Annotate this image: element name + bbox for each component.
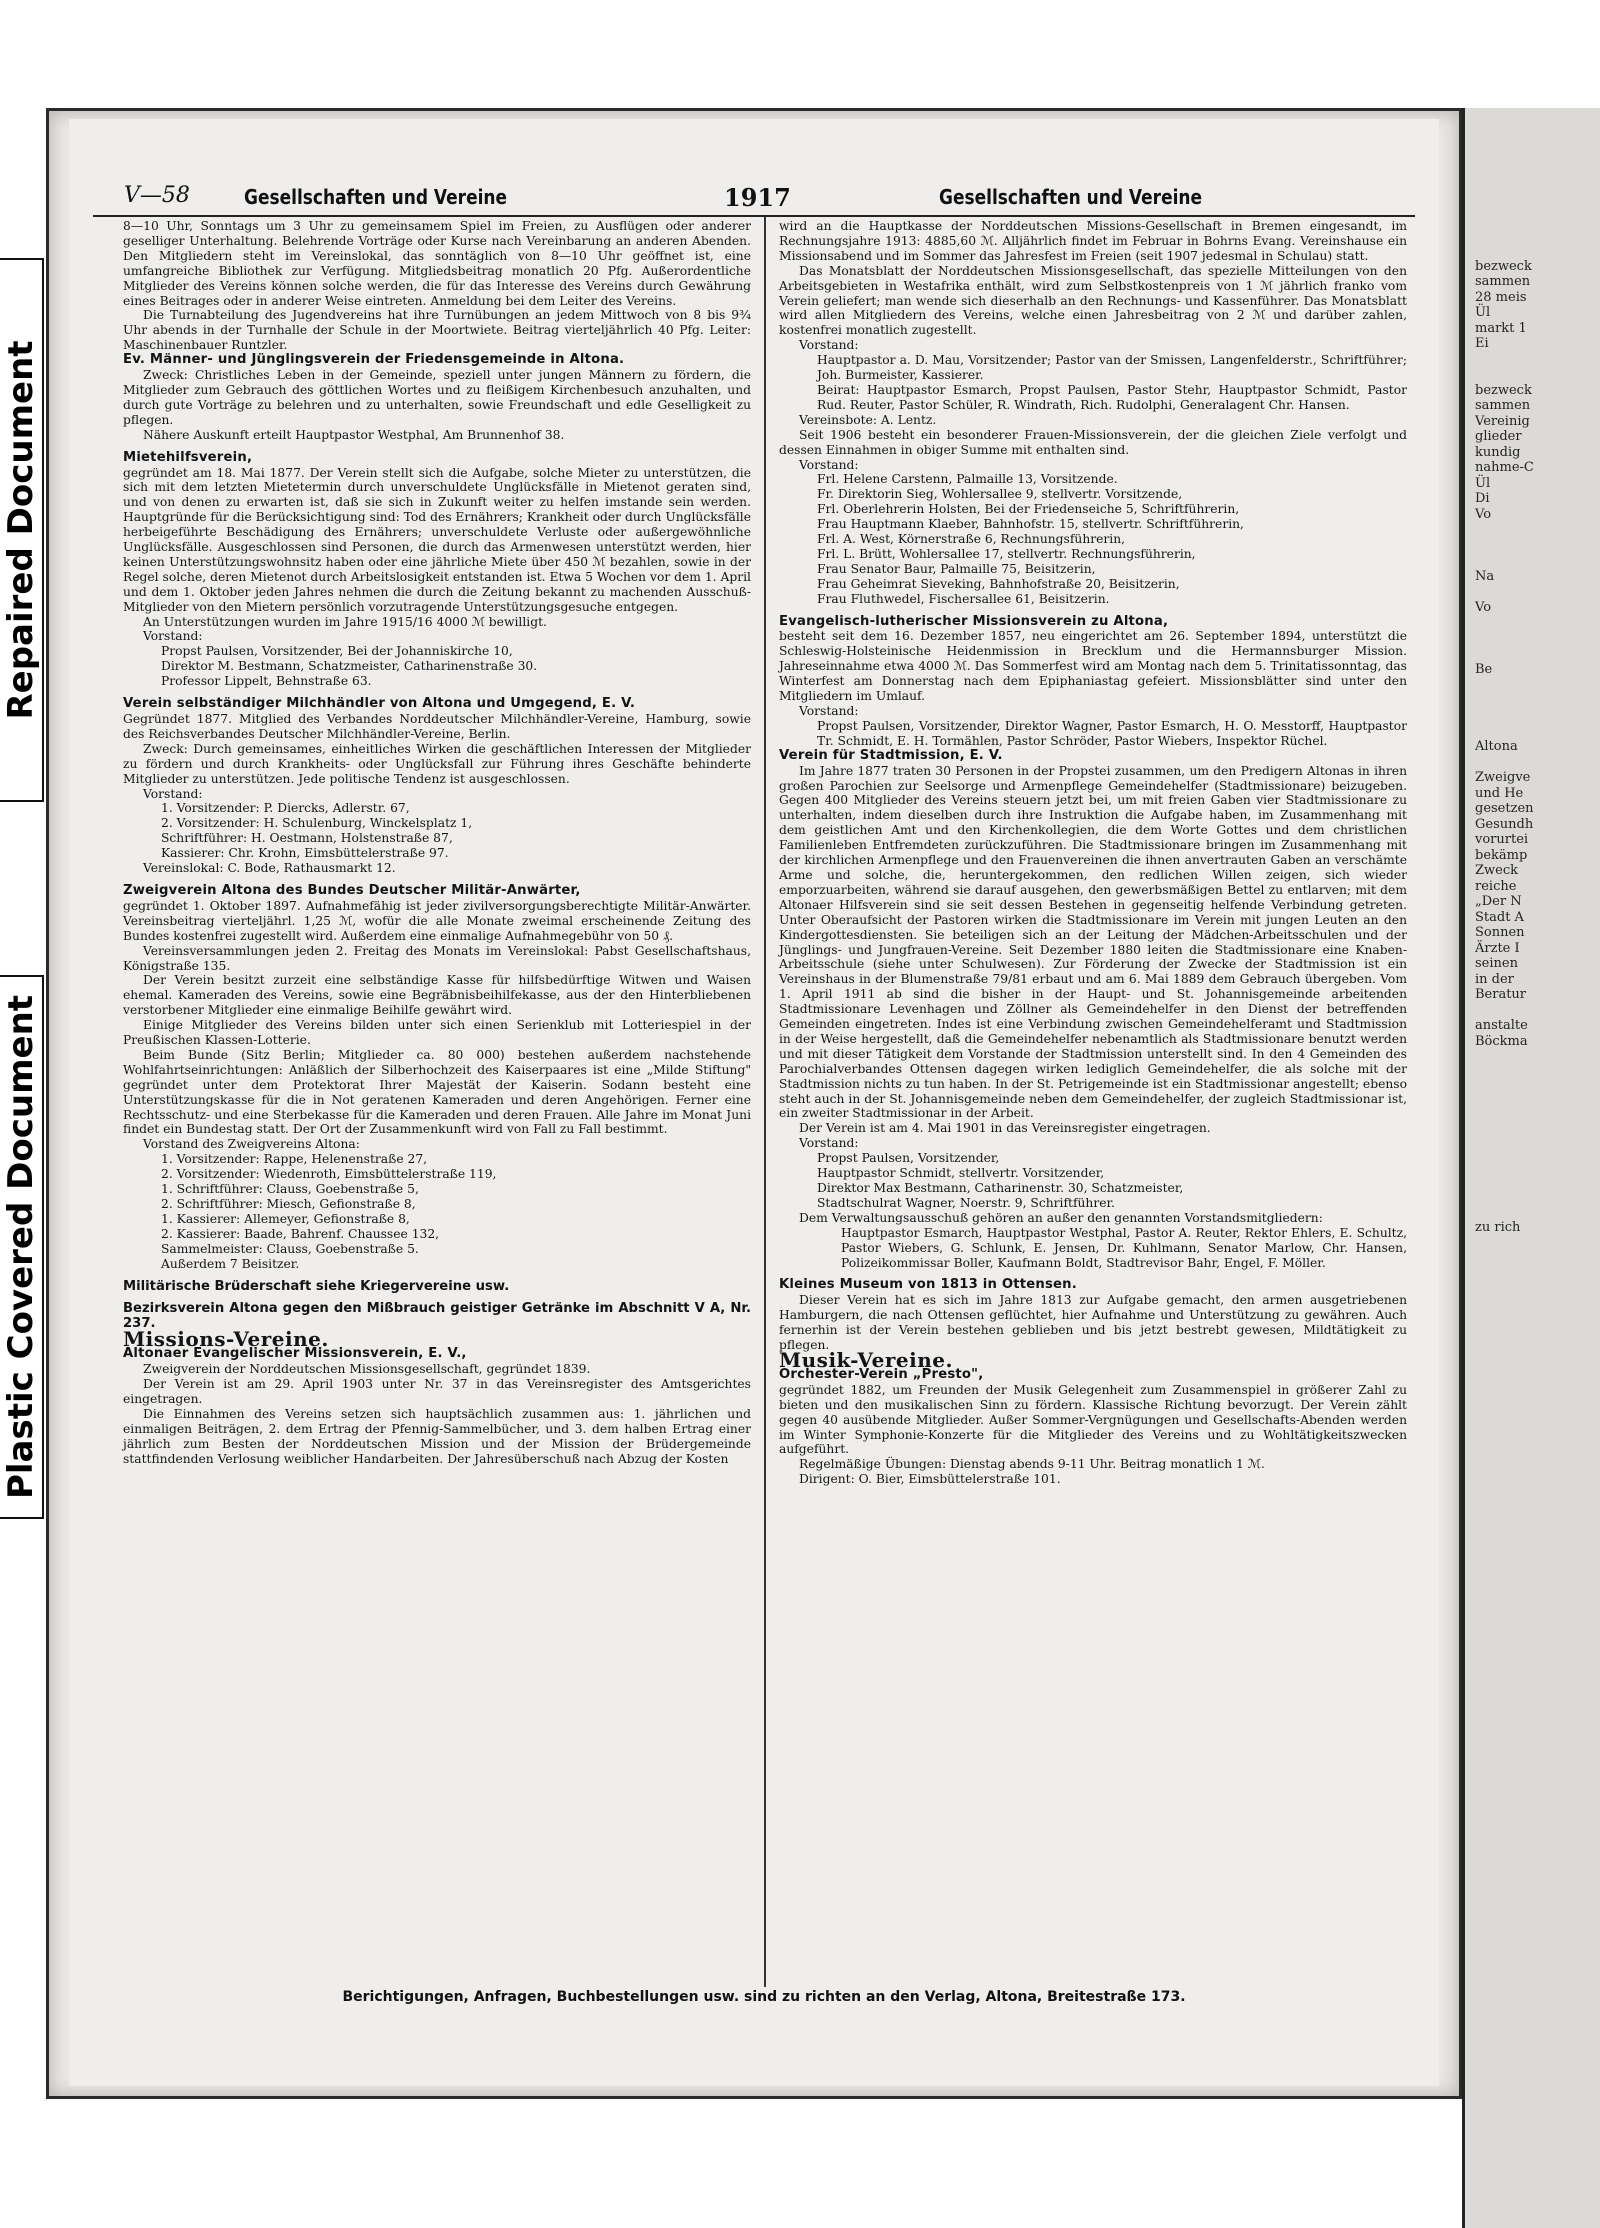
list-entry: Beirat: Hauptpastor Esmarch, Propst Paulsen, Pastor Stehr, Hauptpastor Schmidt, Pastor Rud. Reuter, Pastor Schüler, R. Windrath, Rich. Rudolphi, Generalagent Chr. Hansen.: [817, 382, 1407, 412]
column-divider: [764, 217, 766, 1987]
running-title-right: Gesellschaften und Vereine: [939, 185, 1203, 209]
paragraph: Der Verein ist am 29. April 1903 unter Nr. 37 in das Vereinsregister des Amtsgerichtes eingetragen.: [123, 1376, 751, 1406]
header-rule: [93, 215, 1415, 217]
adjacent-page-line: [1465, 1003, 1600, 1019]
list-entry: 1. Kassierer: Allemeyer, Gefionstraße 8,: [161, 1211, 410, 1226]
adjacent-page-line: [1465, 1096, 1600, 1112]
paragraph: Zweigverein der Norddeutschen Missionsgesellschaft, gegründet 1839.: [143, 1362, 591, 1377]
adjacent-page-line: [1465, 755, 1600, 771]
list-entry: Hauptpastor Esmarch, Hauptpastor Westphal, Pastor A. Reuter, Rektor Ehlers, E. Schultz, Pastor Wiebers, G. Schlunk, E. Jensen, Dr. Kuhlmann, Senator Marlow, Chr. Hansen, Polizeikommissar Boller, Kaufmann Boldt, Stadtrevisor Bahr, Engel, F. Möller.: [841, 1225, 1407, 1270]
adjacent-page-line: [1465, 1111, 1600, 1127]
adjacent-page-line: [1465, 646, 1600, 662]
adjacent-page-line: Altona: [1475, 739, 1518, 754]
paragraph: An Unterstützungen wurden im Jahre 1915/16 4000 ℳ bewilligt.: [143, 614, 547, 629]
list-entry: Fr. Direktorin Sieg, Wohlersallee 9, stellvertr. Vorsitzende,: [817, 487, 1183, 502]
adjacent-page-line: [1465, 367, 1600, 383]
adjacent-page-line: Stadt A: [1475, 909, 1524, 925]
paragraph: gegründet am 18. Mai 1877. Der Verein stellt sich die Aufgabe, solche Mieter zu unterstützen, die sich mit dem letzten Mietetermin durch unverschuldete Unglücksfälle in Mietenot geraten sind, und von denen zu erwarten ist, daß sie sich in Zukunft weiter zu helfen imstande sein werden. Hauptgründe für die Berücksichtigung sind: Tod des Ernährers; Krankheit oder durch Unglücksfälle herbeigeführte Beschädigung des Ernährers; unverschuldete Verluste oder außergewöhnliche Unglücksfälle. Ausgeschlossen sind Personen, die durch das Armenwesen unterstützt werden, hier keinen Unterstützungswohnsitz haben oder eine jährliche Miete über 450 ℳ bezahlen, sowie in der Regel solche, deren Mietenot durch Arbeitslosigkeit entstanden ist. Etwa 5 Wochen vor dem 1. April und dem 1. Oktober jeden Jahres nehmen die durch die Zeitung bekannt zu machenden Ausschuß-Mitglieder von den Mietern persönlich vorzutragende Unterstützungsgesuche entgegen.: [123, 465, 752, 614]
list-entry: 2. Vorsitzender: Wiedenroth, Eimsbüttelerstraße 119,: [161, 1167, 497, 1182]
adjacent-page-line: gesetzen: [1475, 801, 1534, 816]
list-entry: 2. Kassierer: Baade, Bahrenf. Chaussee 132,: [161, 1226, 440, 1241]
adjacent-page-line: zu rich: [1475, 1219, 1521, 1235]
section-heading: Zweigverein Altona des Bundes Deutscher Militär-Anwärter,: [123, 882, 581, 898]
list-entry: Kassierer: Chr. Krohn, Eimsbüttelerstraße 97.: [161, 846, 449, 861]
list-entry: Hauptpastor Schmidt, stellvertr. Vorsitzender,: [817, 1166, 1105, 1181]
adjacent-page-line: und He: [1475, 785, 1524, 801]
adjacent-page-line: bekämp: [1475, 847, 1528, 863]
adjacent-page-line: [1465, 615, 1600, 631]
section-heading: Altonaer Evangelischer Missionsverein, E. V.,: [123, 1346, 467, 1362]
adjacent-page-line: [1465, 693, 1600, 709]
repaired-document-tab: [0, 258, 44, 802]
paragraph: besteht seit dem 16. Dezember 1857, neu eingerichtet am 26. September 1894, unterstützt die Schleswig-Holsteinische Heidenmission in Brecklum und die Hermannsburger Mission. Jahreseinnahme etwa 4000 ℳ. Das Sommerfest wird am Montag nach dem 5. Trinitatissonntag, das Winterfest am Donnerstag nach dem Epiphaniastag gefeiert. Missionsblätter sind unter den Mitgliedern im Umlauf.: [779, 629, 1407, 704]
right-column: [779, 219, 1407, 1487]
list-entry: Frl. A. West, Körnerstraße 6, Rechnungsführerin,: [817, 532, 1126, 547]
adjacent-page-line: [1465, 1142, 1600, 1158]
adjacent-page-line: [1465, 522, 1600, 538]
adjacent-page-line: 28 meis: [1475, 289, 1527, 305]
paragraph: Im Jahre 1877 traten 30 Personen in der Propstei zusammen, um den Predigern Altonas in ihren großen Parochien zur Seelsorge und Armenpflege Gemeindehelfer (Stadtmissionare) beizugeben. Gegen 400 Mitglieder des Vereins steuern jetzt bei, um mit freien Gaben vier Stadtmissionare zu unterhalten, indem dieselben durch ihre Instruktion die Aufgabe haben, im Zusammenhang mit dem geistlichen Amt und den Kirchenkollegien, die dem Worte Gottes und dem christlichen Familienleben Entfremdeten zurückzuführen. Die Stadtmissionare bringen im Zusammenhang mit der kirchlichen Armenpflege und den Frauenvereinen die ihnen anvertrauten Gaben an verschämte Arme und solche, die, heruntergekommen, den redlichen Willen zeigen, sich wieder emporzuarbeiten, während sie darauf ausgehen, den gewerbsmäßigen Bettel zu entlarven; mit dem Altonaer Hilfsverein sind sie seit dessen Bestehen in gegenseitig helfende Verbindung getreten. Unter Oberaufsicht der Pastoren wirken die Stadtmissionare im Verein mit jungen Leuten an den Kindergottesdiensten. Sie beteiligen sich an der Leitung der Mädchen-Arbeitsschulen und der Jünglings- und Jungfrauen-Vereine. Seit Dezember 1880 leiten die Stadtmissionare eine Knaben-Arbeitsschule (siehe unter Schulwesen). Zur Förderung der Zwecke der Stadtmission ist ein Vereinshaus in der Blumenstraße 79/81 erbaut und am 6. Mai 1889 dem Gebrauch übergeben. Vom 1. April 1911 ab sind die bisher in der Haupt- und St. Johannisgemeinde arbeitenden Stadtmissionare Levenhagen und Zöllner als Gemeindehelfer in den Dienst der betreffenden Gemeinden eingetreten. Indes ist eine Verbindung zwischen Gemeindehelferamt und Stadtmission in der Weise hergestellt, daß die Gemeindehelfer nebenamtlich als Stadtmissionare benutzt werden und mit dieser Tätigkeit dem Vorstande der Stadtmission unterstellt sind. In den 4 Gemeinden des Parochialverbandes Ottensen dagegen wirken lediglich Gemeindehelfer, die als solche mit der Stadtmission nichts zu tun haben. In der St. Petrigemeinde ist ein Stadtmissionar angestellt; ebenso steht auch in der St. Johannisgemeinde neben dem Gemeindehelfer, der zugleich Stadtmissionar ist, ein zweiter Stadtmissionar in der Arbeit.: [779, 763, 1407, 1121]
paragraph: Vorstand:: [799, 457, 859, 472]
paragraph: Vorstand:: [799, 1136, 859, 1151]
adjacent-page-line: [1465, 1127, 1600, 1143]
adjacent-page-line: Na: [1475, 568, 1495, 584]
adjacent-page-line: kundig: [1475, 444, 1521, 460]
list-entry: 1. Schriftführer: Clauss, Goebenstraße 5,: [161, 1182, 419, 1197]
adjacent-page-line: [1465, 553, 1600, 569]
adjacent-page-line: Sonnen: [1475, 925, 1525, 940]
paragraph: Vorstand des Zweigvereins Altona:: [143, 1137, 360, 1152]
list-entry: Sammelmeister: Clauss, Goebenstraße 5.: [161, 1241, 419, 1256]
repaired-document-label: Repaired Document: [1, 340, 41, 720]
adjacent-page-line: vorurtei: [1475, 832, 1529, 847]
paragraph: Die Einnahmen des Vereins setzen sich hauptsächlich zusammen aus: 1. jährlichen und einmaligen Beiträgen, 2. dem Ertrag der Pfennig-Sammelbücher, und 3. dem halben Ertrag einer jährlich zum Besten der Norddeutschen Mission und der Mission der Brüdergemeinde stattfindenden Verlosung weiblicher Handarbeiten. Der Jahresüberschuß nach Abzug der Kosten: [123, 1406, 751, 1466]
paragraph: Vorstand:: [143, 629, 203, 644]
paragraph: Der Verein besitzt zurzeit eine selbständige Kasse für hilfsbedürftige Witwen und Waisen ehemal. Kameraden des Vereins, sowie eine Begräbnisbeihilfekasse, aus der den Hinterbliebenen verstorbener Mitglieder eine einmalige Beihilfe gewährt wird.: [123, 973, 751, 1018]
adjacent-page-line: glieder: [1475, 429, 1522, 444]
paragraph: Die Turnabteilung des Jugendvereins hat ihre Turnübungen an jedem Mittwoch von 8 bis 9¾ Uhr abends in der Turnhalle der Schule in der Moortwiete. Beitrag vierteljährlich 40 Pfg. Leiter: Maschinenbauer Runtzler.: [123, 308, 751, 353]
paragraph: Gegründet 1877. Mitglied des Verbandes Norddeutscher Milchhändler-Vereine, Hamburg, sowie des Reichsverbandes Deutscher Milchhändler-Vereine, Berlin.: [123, 712, 751, 741]
adjacent-page-line: [1465, 1189, 1600, 1205]
adjacent-page-line: reiche: [1475, 878, 1517, 894]
list-entry: Frl. Oberlehrerin Holsten, Bei der Friedenseiche 5, Schriftführerin,: [817, 502, 1240, 517]
page-header: [69, 181, 1439, 213]
page-paper: [69, 119, 1439, 2086]
list-entry: 2. Schriftführer: Miesch, Gefionstraße 8,: [161, 1197, 416, 1211]
paragraph: gegründet 1. Oktober 1897. Aufnahmefähig ist jeder zivilversorgungsberechtigte Militär-Anwärter. Vereinsbeitrag vierteljährl. 1,25 ℳ, wofür die alle Monate zweimal erscheinende Zeitung des Bundes kostenfrei zugestellt wird. Außerdem eine einmalige Aufnahmegebühr von 50 ₰.: [123, 898, 751, 943]
cross-reference: Militärische Brüderschaft siehe Kriegervereine usw.: [123, 1278, 510, 1294]
adjacent-page-line: sammen: [1475, 398, 1531, 413]
list-entry: Professor Lippelt, Behnstraße 63.: [161, 674, 372, 689]
adjacent-page-line: [1465, 352, 1600, 368]
adjacent-page-line: Zweck: [1475, 863, 1519, 878]
adjacent-page-line: anstalte: [1475, 1018, 1528, 1033]
adjacent-page-line: Böckma: [1475, 1033, 1528, 1049]
list-entry: 1. Vorsitzender: Rappe, Helenenstraße 27,: [161, 1152, 428, 1167]
adjacent-page-line: Di: [1475, 491, 1490, 506]
list-entry: Frl. Helene Carstenn, Palmaille 13, Vorsitzende.: [817, 472, 1118, 487]
adjacent-page-line: bezweck: [1475, 258, 1532, 274]
running-title-left: Gesellschaften und Vereine: [244, 185, 508, 209]
paragraph: Vereinslokal: C. Bode, Rathausmarkt 12.: [143, 861, 396, 876]
list-entry: 1. Vorsitzender: P. Diercks, Adlerstr. 67,: [161, 801, 410, 816]
list-entry: Propst Paulsen, Vorsitzender, Bei der Johanniskirche 10,: [161, 644, 513, 659]
adjacent-page-line: in der: [1475, 971, 1514, 987]
adjacent-page-line: Zweigve: [1475, 770, 1531, 785]
list-entry: Frau Geheimrat Sieveking, Bahnhofstraße 20, Beisitzerin,: [817, 576, 1180, 591]
section-heading: Mietehilfsverein,: [123, 449, 253, 465]
list-entry: Schriftführer: H. Oestmann, Holstenstraße 87,: [161, 831, 453, 846]
cross-reference: Bezirksverein Altona gegen den Mißbrauch geistiger Getränke im Abschnitt V A, Nr. 237.: [123, 1301, 751, 1332]
adjacent-page-line: [1465, 538, 1600, 554]
adjacent-page-line: Gesundh: [1475, 816, 1534, 832]
adjacent-page-line: „Der N: [1475, 894, 1522, 909]
adjacent-page-line: [1465, 1080, 1600, 1096]
list-entry: Frau Hauptmann Klaeber, Bahnhofstr. 15, stellvertr. Schriftführerin,: [817, 517, 1244, 532]
list-entry: Hauptpastor a. D. Mau, Vorsitzender; Pastor van der Smissen, Langenfelderstr., Schriftführer; Joh. Burmeister, Kassierer.: [817, 353, 1407, 383]
adjacent-page-line: Vereinig: [1475, 413, 1530, 429]
section-heading: Ev. Männer- und Jünglingsverein der Friedensgemeinde in Altona.: [123, 352, 625, 368]
adjacent-page-line: [1465, 708, 1600, 724]
adjacent-page-line: bezweck: [1475, 382, 1532, 398]
paragraph: Vereinsversammlungen jeden 2. Freitag des Monats im Vereinslokal: Pabst Gesellschaftshaus, Königstraße 135.: [123, 943, 751, 973]
paragraph: Vorstand:: [143, 786, 203, 801]
section-heading: Kleines Museum von 1813 in Ottensen.: [779, 1277, 1077, 1293]
paragraph: Zweck: Durch gemeinsames, einheitliches Wirken die geschäftlichen Interessen der Mitglieder zu fördern und durch Krankheits- oder Unglücksfall zur Führung ihres Geschäfte behinderte Mitglieder zu unterstützen. Jede politische Tendenz ist ausgeschlossen.: [123, 741, 751, 786]
section-heading: Verein selbständiger Milchhändler von Altona und Umgegend, E. V.: [123, 696, 636, 712]
list-entry: Direktor Max Bestmann, Catharinenstr. 30, Schatzmeister,: [817, 1181, 1184, 1195]
paragraph: 8—10 Uhr, Sonntags um 3 Uhr zu gemeinsamem Spiel im Freien, zu Ausflügen oder anderer geselliger Unterhaltung. Belehrende Vorträge oder Kurse nach Vereinbarung an anderen Abenden. Den Mitgliedern steht im Vereinslokal, das sonntäglich von 8—10 Uhr geöffnet ist, eine umfangreiche Bibliothek zur Verfügung. Mitgliedsbeitrag monatlich 20 Pfg. Außerordentliche Mitglieder des Vereins können solche werden, die für das Interesse des Vereins durch Gewährung eines Beitrages oder in anderer Weise eintreten. Anmeldung bei dem Leiter des Vereins.: [123, 219, 751, 308]
year-heading: 1917: [724, 183, 791, 212]
list-entry: Frau Senator Baur, Palmaille 75, Beisitzerin,: [817, 561, 1096, 576]
paragraph: Vereinsbote: A. Lentz.: [799, 412, 937, 427]
paragraph: Einige Mitglieder des Vereins bilden unter sich einen Serienklub mit Lotteriespiel in der Preußischen Klassen-Lotterie.: [123, 1018, 751, 1048]
adjacent-page-line: Ül: [1475, 475, 1491, 491]
scanned-page: [46, 108, 1465, 2099]
list-entry: Frau Fluthwedel, Fischersallee 61, Beisitzerin.: [817, 591, 1110, 606]
adjacent-page-line: [1465, 1049, 1600, 1065]
paragraph: Das Monatsblatt der Norddeutschen Missionsgesellschaft, das spezielle Mitteilungen von den Arbeitsgebieten in Westafrika enthält, wird zum Selbstkostenpreis von 1 ℳ jährlich franko vom Verein geliefert; man wende sich dieserhalb an den Rechnungs- und Kassenführer. Das Monatsblatt wird allen Mitgliedern des Vereins, welche einen Jahresbeitrag von 2 ℳ und darüber zahlen, kostenfrei monatlich zugestellt.: [779, 263, 1407, 338]
section-heading: Evangelisch-lutherischer Missionsverein zu Altona,: [779, 613, 1169, 629]
paragraph: Seit 1906 besteht ein besonderer Frauen-Missionsverein, der die gleichen Ziele verfolgt und dessen Einnahmen in obiger Summe mit enthalten sind.: [779, 427, 1407, 457]
paragraph: Dem Verwaltungsausschuß gehören an außer den genannten Vorstandsmitgliedern:: [799, 1210, 1323, 1225]
adjacent-page-line: seinen: [1475, 956, 1518, 971]
adjacent-page-line: Vo: [1475, 506, 1492, 522]
paragraph: Vorstand:: [799, 704, 859, 718]
list-entry: Propst Paulsen, Vorsitzender, Direktor Wagner, Pastor Esmarch, H. O. Messtorff, Hauptpastor Tr. Schmidt, E. H. Tormählen, Pastor Schröder, Pastor Wiebers, Inspektor Rüchel.: [817, 718, 1407, 748]
adjacent-page-line: [1465, 243, 1600, 259]
list-entry: Frl. L. Brütt, Wohlersallee 17, stellvertr. Rechnungsführerin,: [817, 546, 1196, 561]
left-column: [123, 219, 751, 1466]
section-heading: Orchester-Verein „Presto",: [779, 1366, 984, 1382]
adjacent-page-line: sammen: [1475, 274, 1531, 289]
category-heading: Musik-Vereine.: [779, 1347, 953, 1372]
list-entry: Außerdem 7 Beisitzer.: [161, 1256, 300, 1271]
section-heading: Verein für Stadtmission, E. V.: [779, 747, 1003, 763]
adjacent-page-line: nahme-C: [1475, 460, 1534, 475]
list-entry: Stadtschulrat Wagner, Noerstr. 9, Schriftführer.: [817, 1195, 1115, 1210]
paragraph: gegründet 1882, um Freunden der Musik Gelegenheit zum Zusammenspiel in größerer Zahl zu bieten und den musikalischen Sinn zu fördern. Klassische Richtung bevorzugt. Der Verein zählt gegen 40 ausübende Mitglieder. Außer Sommer-Vergnügungen und Gesellschafts-Abenden werden im Winter Symphonie-Konzerte für die Mitglieder des Vereins und zu Wohltätigkeitszwecken aufgeführt.: [779, 1382, 1407, 1457]
paragraph: Der Verein ist am 4. Mai 1901 in das Vereinsregister eingetragen.: [799, 1121, 1211, 1136]
footer-notice: Berichtigungen, Anfragen, Buchbestellungen usw. sind zu richten an den Verlag, Altona, Breitestraße 173.: [342, 1989, 1186, 2005]
list-entry: 2. Vorsitzender: H. Schulenburg, Winckelsplatz 1,: [161, 816, 473, 831]
category-heading: Missions-Vereine.: [123, 1327, 329, 1352]
adjacent-page-line: [1465, 631, 1600, 647]
paragraph: Beim Bunde (Sitz Berlin; Mitglieder ca. 80 000) bestehen außerdem nachstehende Wohlfahrtseinrichtungen: Anläßlich der Silberhochzeit des Kaiserpaares ist eine „Milde Stiftung" gegründet unter dem Protektorat Ihrer Majestät der Kaiserin. Sodann besteht eine Unterstützungskasse für die in Not geratenen Kameraden und deren Angehörigen. Ferner eine Rechtsschutz- und eine Sterbekasse für die Kameraden und deren Frauen. Alle Jahre im Monat Juni findet ein Bundestag statt. Der Ort der Zusammenkunft wird von Fall zu Fall bestimmt.: [123, 1047, 751, 1137]
page-number: V—58: [124, 183, 190, 208]
adjacent-page-edge: [1462, 108, 1600, 2228]
adjacent-page-line: [1465, 724, 1600, 740]
adjacent-page-line: markt 1: [1475, 320, 1527, 336]
adjacent-page-line: [1465, 1065, 1600, 1081]
list-entry: Propst Paulsen, Vorsitzender,: [817, 1151, 1000, 1166]
plastic-covered-document-label: Plastic Covered Document: [1, 994, 41, 1500]
adjacent-page-line: [1465, 584, 1600, 600]
paragraph: Nähere Auskunft erteilt Hauptpastor Westphal, Am Brunnenhof 38.: [143, 427, 565, 442]
paragraph: Dirigent: O. Bier, Eimsbüttelerstraße 101.: [799, 1472, 1061, 1487]
adjacent-page-line: Be: [1475, 661, 1493, 677]
adjacent-page-line: [1465, 1173, 1600, 1189]
adjacent-page-line: Vo: [1475, 599, 1492, 615]
adjacent-page-line: Beratur: [1475, 987, 1527, 1002]
list-entry: Direktor M. Bestmann, Schatzmeister, Catharinenstraße 30.: [161, 659, 538, 674]
paragraph: Regelmäßige Übungen: Dienstag abends 9-11 Uhr. Beitrag monatlich 1 ℳ.: [799, 1457, 1265, 1472]
adjacent-page-line: [1465, 1204, 1600, 1220]
adjacent-page-line: [1465, 1158, 1600, 1174]
adjacent-page-line: Ei: [1475, 336, 1489, 351]
adjacent-page-line: [1465, 677, 1600, 693]
plastic-covered-document-tab: [0, 975, 44, 1519]
paragraph: Dieser Verein hat es sich im Jahre 1813 zur Aufgabe gemacht, den armen ausgetriebenen Hamburgern, die nach Ottensen geflüchtet, hier Aufnahme und Unterstützung zu gewähren. Auch fernerhin ist der Verein bestehen geblieben und bis jetzt bestrebt gewesen, Mildtätigkeit zu pflegen.: [779, 1293, 1407, 1353]
paragraph: Zweck: Christliches Leben in der Gemeinde, speziell unter jungen Männern zu fördern, die Mitglieder zum Gebrauch des göttlichen Wortes und zu fleißigem Kirchenbesuch anzuhalten, und durch gute Vorträge zu belehren und zu unterhalten, sowie Freundschaft und edle Geselligkeit zu pflegen.: [123, 368, 751, 427]
paragraph: wird an die Hauptkasse der Norddeutschen Missions-Gesellschaft in Bremen eingesandt, im Rechnungsjahre 1913: 4885,60 ℳ. Alljährlich findet im Februar in Bohrns Evang. Vereinshause ein Missionsabend und im Sommer das Jahresfest im Freien (seit 1907 jedesmal in Schulau) statt.: [779, 219, 1407, 263]
adjacent-page-line: Ül: [1475, 305, 1491, 320]
adjacent-page-line: Ärzte I: [1475, 940, 1520, 956]
paragraph: Vorstand:: [799, 338, 859, 353]
